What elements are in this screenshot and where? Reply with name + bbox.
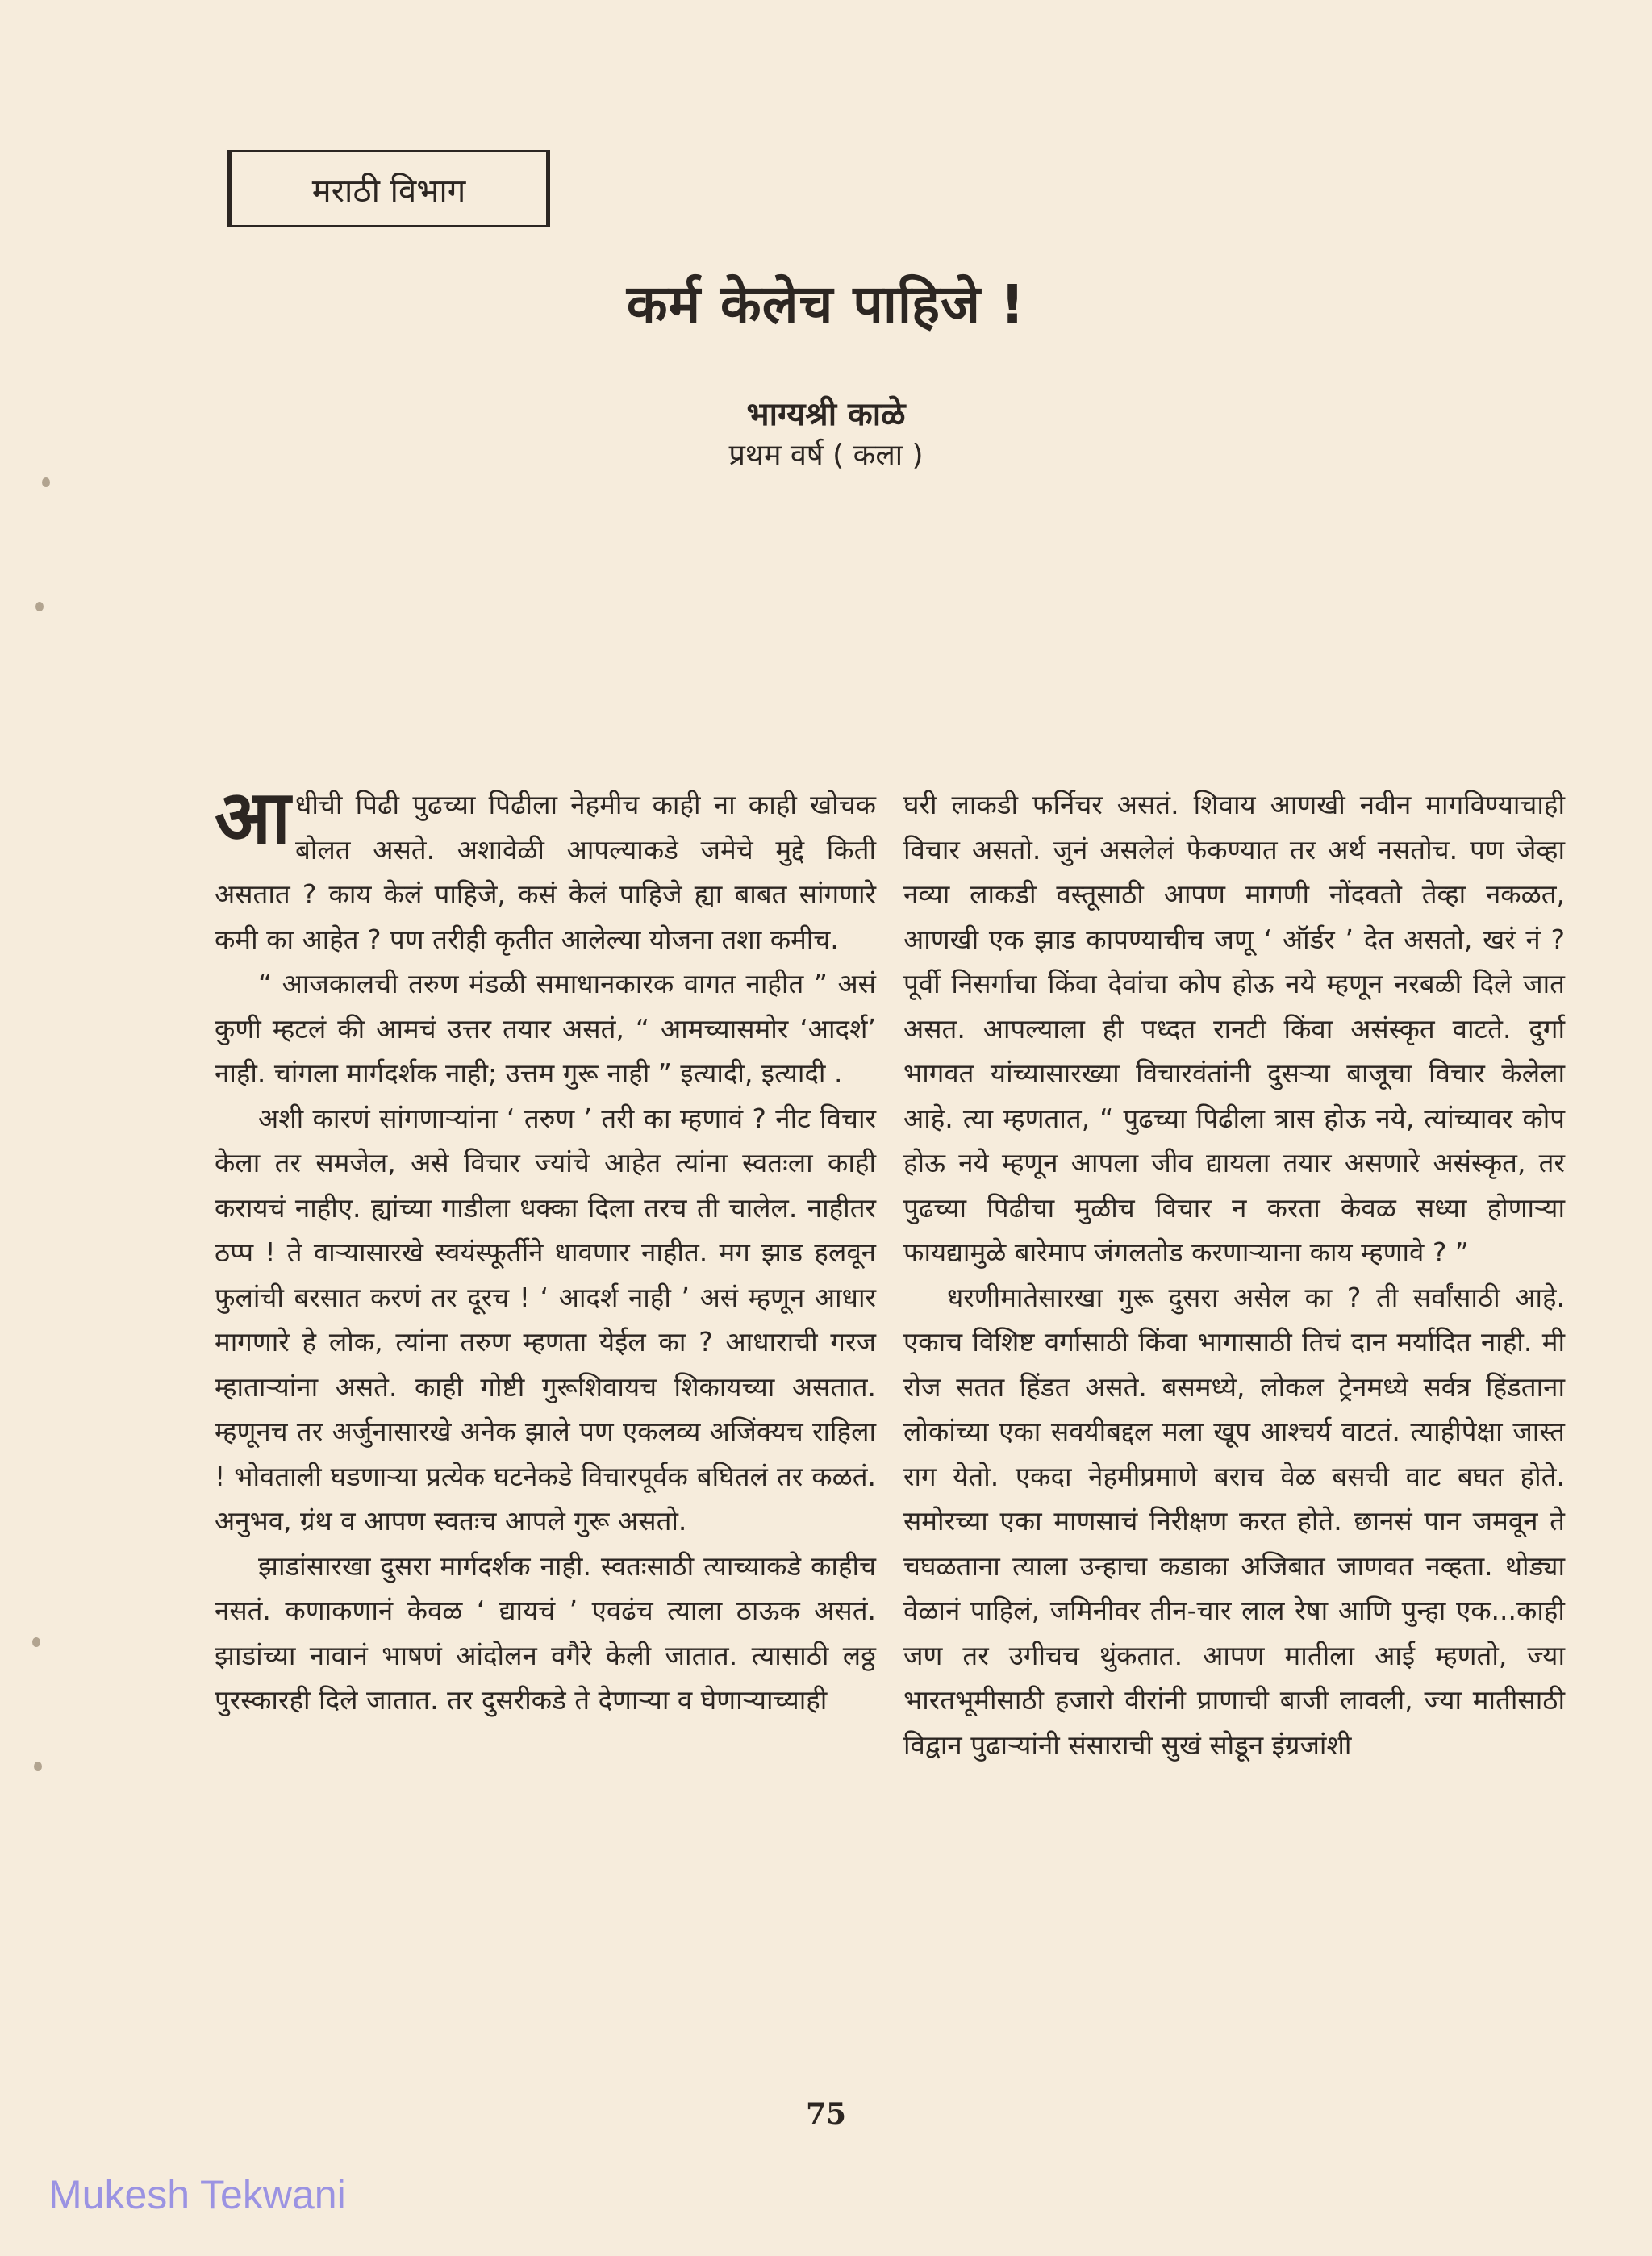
binding-hole-mark: [35, 602, 44, 611]
section-label: [227, 150, 550, 227]
drop-cap: आ: [215, 774, 291, 861]
binding-hole-mark: [34, 1762, 42, 1771]
article-column-left: [215, 774, 876, 1723]
paragraph: आधीची पिढी पुढच्या पिढीला नेहमीच काही ना काही खोचक बोलत असते. अशावेळी आपल्याकडे जमेचे मुद्दे किती असतात ? काय केलं पाहिजे, कसं केलं पाहिजे ह्या बाबत सांगणारे कमी का आहेत ? पण तरीही कृतीत आलेल्या योजना तशा कमीच.: [215, 774, 876, 955]
article-title: कर्म केलेच पाहिजे !: [626, 273, 1026, 336]
author-name: भाग्यश्री काळे: [746, 396, 906, 433]
binding-hole-mark: [32, 1637, 40, 1647]
paragraph: “ आजकालची तरुण मंडळी समाधानकारक वागत नाहीत ” असं कुणी म्हटलं की आमचं उत्तर तयार असतं, “ आमच्यासमोर ‘आदर्श’ नाही. चांगला मार्गदर्शक नाही; उत्तम गुरू नाही ” इत्यादी, इत्यादी .: [215, 968, 876, 1089]
page-number: 75: [805, 2097, 847, 2131]
paragraph: झाडांसारखा दुसरा मार्गदर्शक नाही. स्वतःसाठी त्याच्याकडे काहीच नसतं. कणाकणानं केवळ ‘ द्यायचं ’ एवढंच त्याला ठाऊक असतं. झाडांच्या नावानं भाषणं आंदोलन वगैरे केली जातात. त्यासाठी लठ्ठ पुरस्कारही दिले जातात. तर दुसरीकडे ते देणाऱ्या व घेणाऱ्याच्याही: [215, 1549, 876, 1716]
section-label-text: मराठी विभाग: [311, 172, 466, 210]
paragraph: धरणीमातेसारखा गुरू दुसरा असेल का ? ती सर्वांसाठी आहे. एकाच विशिष्ट वर्गासाठी किंवा भागासाठी तिचं दान मर्यादित नाही. मी रोज सतत हिंडत असते. बसमध्ये, लोकल ट्रेनमध्ये सर्वत्र हिंडताना लोकांच्या एका सवयीबद्दल मला खूप आश्चर्य वाटतं. त्याहीपेक्षा जास्त राग येतो. एकदा नेहमीप्रमाणे बराच वेळ बसची वाट बघत होते. समोरच्या एका माणसाचं निरीक्षण करत होते. छानसं पान जमवून ते चघळताना त्याला उन्हाचा कडाका अजिबात जाणवत नव्हता. थोड्या वेळानं पाहिलं, जमिनीवर तीन-चार लाल रेषा आणि पुन्हा एक...काही जण तर उगीचच थुंकतात. आपण मातीला आई म्हणतो, ज्या भारतभूमीसाठी हजारो वीरांनी प्राणाची बाजी लावली, ज्या मातीसाठी विद्वान पुढाऱ्यांनी संसाराची सुखं सोडून इंग्रजांशी: [903, 1281, 1565, 1761]
binding-hole-mark: [42, 477, 50, 487]
paragraph: अशी कारणं सांगणाऱ्यांना ‘ तरुण ’ तरी का म्हणावं ? नीट विचार केला तर समजेल, असे विचार ज्यांचे आहेत त्यांना स्वतःला काही करायचं नाहीए. ह्यांच्या गाडीला धक्का दिला तरच ती चालेल. नाहीतर ठप्प ! ते वाऱ्यासारखे स्वयंस्फूर्तीने धावणार नाहीत. मग झाड हलवून फुलांची बरसात करणं तर दूरच ! ‘ आदर्श नाही ’ असं म्हणून आधार मागणारे हे लोक, त्यांना तरुण म्हणता येईल का ? आधाराची गरज म्हाताऱ्यांना असते. काही गोष्टी गुरूशिवायच शिकायच्या असतात. म्हणूनच तर अर्जुनासारखे अनेक झाले पण एकलव्य अजिंक्यच राहिला ! भोवताली घडणाऱ्या प्रत्येक घटनेकडे विचारपूर्वक बघितलं तर कळतं. अनुभव, ग्रंथ व आपण स्वतःच आपले गुरू असतो.: [215, 1102, 876, 1537]
article-column-right: [903, 782, 1565, 1767]
author-class: प्रथम वर्ष ( कला ): [728, 439, 924, 472]
watermark: Mukesh Tekwani: [48, 2172, 346, 2217]
paragraph: घरी लाकडी फर्निचर असतं. शिवाय आणखी नवीन मागविण्याचाही विचार असतो. जुनं असलेलं फेकण्यात तर अर्थ नसतोच. पण जेव्हा नव्या लाकडी वस्तूसाठी आपण मागणी नोंदवतो तेव्हा नकळत, आणखी एक झाड कापण्याचीच जणू ‘ ऑर्डर ’ देत असतो, खरं नं ? पूर्वी निसर्गाचा किंवा देवांचा कोप होऊ नये म्हणून नरबळी दिले जात असत. आपल्याला ही पध्दत रानटी किंवा असंस्कृत वाटते. दुर्गा भागवत यांच्यासारख्या विचारवंतांनी दुसऱ्या बाजूचा विचार केलेला आहे. त्या म्हणतात, “ पुढच्या पिढीला त्रास होऊ नये, त्यांच्यावर कोप होऊ नये म्हणून आपला जीव द्यायला तयार असणारे असंस्कृत, तर पुढच्या पिढीचा मुळीच विचार न करता केवळ सध्या होणाऱ्या फायद्यामुळे बारेमाप जंगलतोड करणाऱ्याना काय म्हणावे ? ”: [903, 789, 1565, 1268]
